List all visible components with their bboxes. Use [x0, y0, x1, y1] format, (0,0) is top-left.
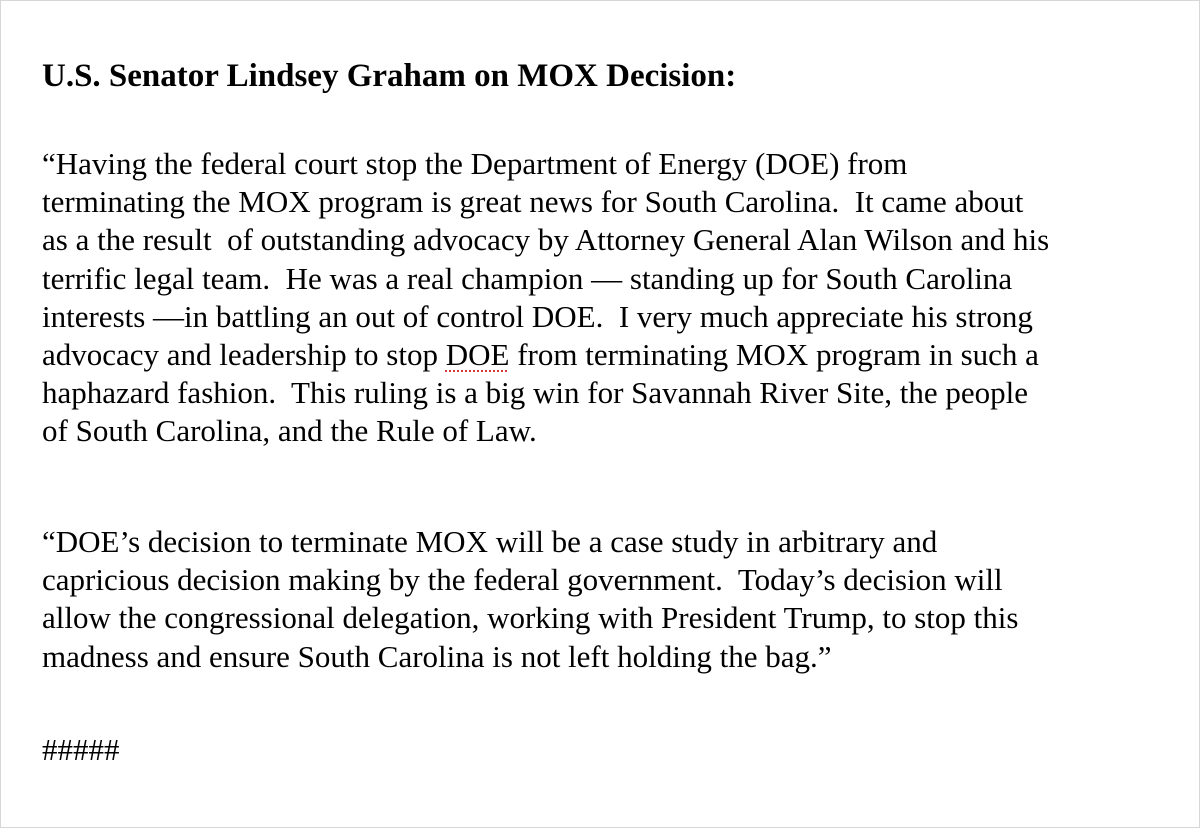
paragraph-line: terrific legal team. He was a real champion — standing up for South Carolina — [42, 260, 1013, 296]
document-body — [42, 53, 1172, 767]
paragraph-line: “DOE’s decision to terminate MOX will be a case study in arbitrary and — [42, 524, 938, 559]
paragraph-line: madness and ensure South Carolina is not left holding the bag.” — [42, 638, 832, 674]
statement-paragraph-2 — [42, 523, 1018, 676]
paragraph-line: interests —in battling an out of control DOE. I very much appreciate his strong — [42, 298, 1033, 334]
end-of-release-mark: ##### — [42, 732, 120, 767]
paragraph-line: of South Carolina, and the Rule of Law. — [42, 413, 537, 449]
paragraph-line: terminating the MOX program is great news for South Carolina. It came about — [42, 184, 1024, 220]
line-text-after: from terminating MOX program in such a — [509, 337, 1039, 373]
document-title: U.S. Senator Lindsey Graham on MOX Decision: — [42, 58, 737, 94]
line-text-before: advocacy and leadership to stop — [42, 337, 446, 373]
paragraph-line-with-spellcheck — [42, 336, 1049, 374]
statement-paragraph-1 — [42, 145, 1049, 451]
paragraph-line: as a the result of outstanding advocacy by Attorney General Alan Wilson and his — [42, 222, 1050, 258]
paragraph-line: “Having the federal court stop the Department of Energy (DOE) from — [42, 146, 908, 181]
spellcheck-flagged-word[interactable]: DOE — [445, 337, 510, 373]
paragraph-line: capricious decision making by the federal government. Today’s decision will — [42, 562, 1003, 598]
paragraph-line: allow the congressional delegation, working with President Trump, to stop this — [42, 600, 1019, 636]
paragraph-line: haphazard fashion. This ruling is a big win for Savannah River Site, the people — [42, 375, 1029, 411]
